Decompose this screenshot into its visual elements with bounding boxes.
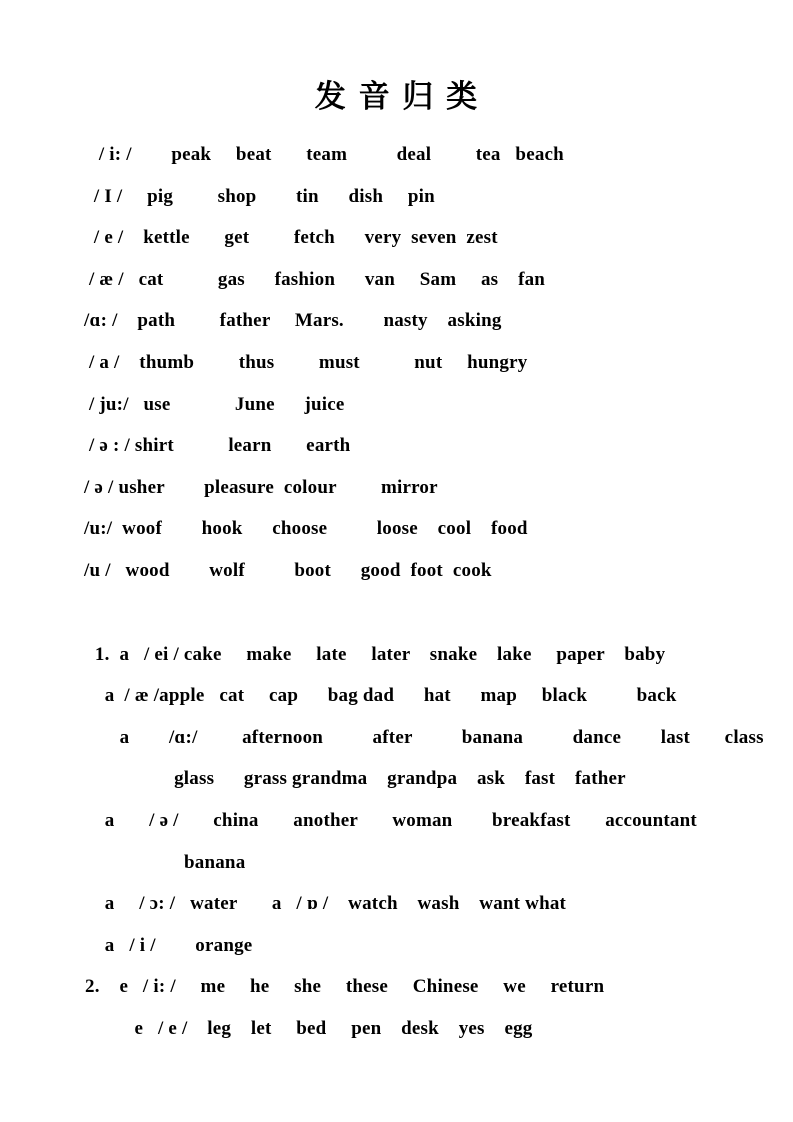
phoneme-row-7: / ju:/ use June juice	[84, 393, 345, 415]
exercise-row-9: 2. e / i: / me he she these Chinese we return	[85, 976, 605, 998]
exercise-row-4: glass grass grandma grandpa ask fast father	[85, 768, 626, 790]
phoneme-row-4: / æ / cat gas fashion van Sam as fan	[84, 268, 546, 290]
phoneme-row-11: /u / wood wolf boot good foot cook	[84, 559, 492, 581]
phoneme-reference-list	[0, 134, 793, 592]
phoneme-row-1: / i: / peak beat team deal tea beach	[84, 144, 564, 165]
exercise-row-7: a / ɔ: / water a / ɒ / watch wash want what	[85, 893, 567, 915]
exercise-row-3: a /ɑ:/ afternoon after banana dance last class	[85, 726, 764, 748]
exercise-row-10: e / e / leg let bed pen desk yes egg	[85, 1017, 533, 1039]
phoneme-row-8: / ə : / shirt learn earth	[84, 435, 351, 457]
phoneme-row-6: / a / thumb thus must nut hungry	[84, 351, 528, 373]
exercise-section	[0, 634, 793, 1050]
exercise-row-8: a / i / orange	[85, 934, 253, 956]
exercise-row-5: a / ə / china another woman breakfast accountant	[85, 809, 697, 831]
phoneme-row-3: / e / kettle get fetch very seven zest	[84, 227, 498, 249]
phoneme-row-5: /ɑ: / path father Mars. nasty asking	[84, 310, 502, 332]
page-title: 发 音 归 类	[314, 79, 479, 115]
phoneme-row-2: / I / pig shop tin dish pin	[84, 185, 435, 207]
phoneme-row-9: / ə / usher pleasure colour mirror	[84, 476, 438, 498]
exercise-row-6: banana	[85, 851, 246, 873]
exercise-row-1: 1. a / ei / cake make late later snake lake paper baby	[85, 643, 666, 665]
phoneme-row-10: /u:/ woof hook choose loose cool food	[84, 518, 528, 540]
exercise-row-2: a / æ /apple cat cap bag dad hat map black back	[85, 685, 677, 707]
